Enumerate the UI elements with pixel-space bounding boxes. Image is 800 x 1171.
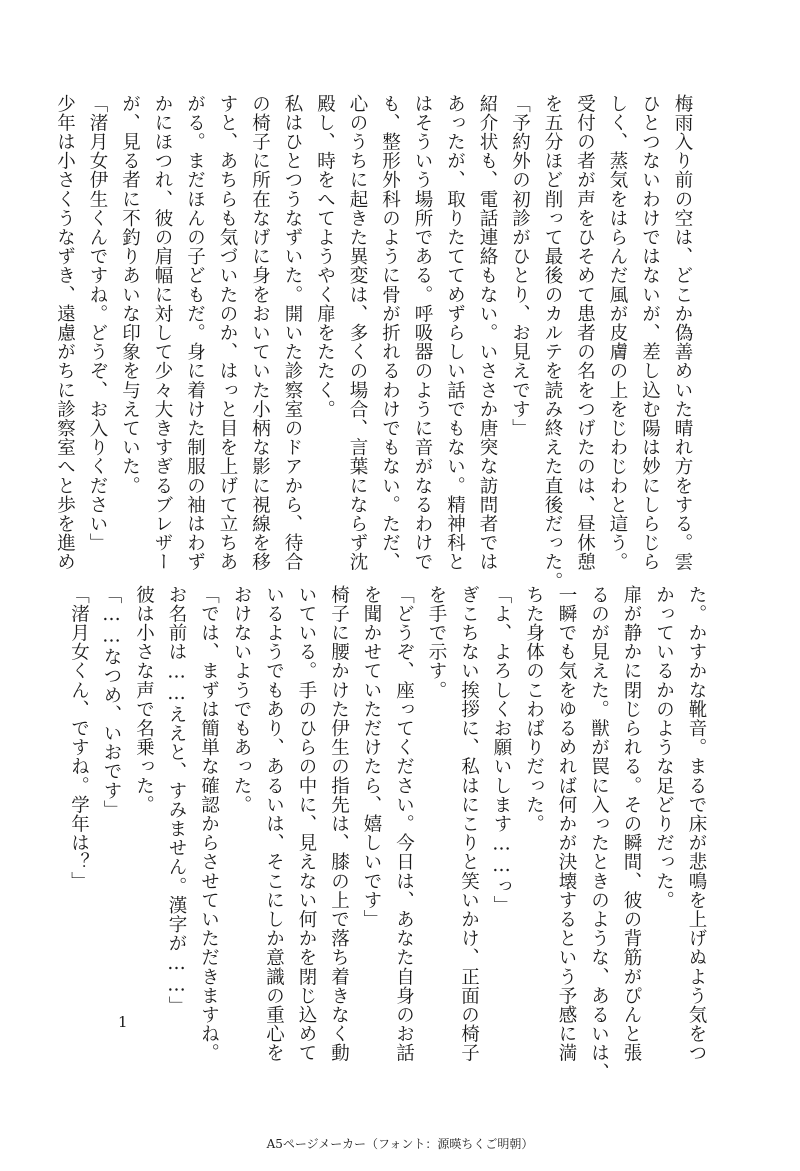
- text-line: を聞かせていただけたら、嬉しいです」: [361, 585, 382, 929]
- text-line: 一瞬でも気をゆるめれば何かが決壊するという予感に満: [556, 585, 577, 1063]
- text-line: の椅子に所在なげに身をおいていた小柄な影に視線を移: [249, 94, 271, 572]
- upper-text-block: [48, 94, 698, 591]
- text-line: 殿し、時をへてようやく扉をたたく。: [314, 94, 336, 419]
- text-line: 「渚月女くん、ですね。学年は？」: [68, 585, 90, 891]
- text-line: ひとつないわけではないが、差し込む陽は妙にしらじら: [639, 94, 661, 572]
- text-line: るのが見えた。獣が罠に入ったときのような、あるいは、: [588, 585, 610, 1082]
- text-line: ぎこちない挨拶に、私はにこりと笑いかけ、正面の椅子: [458, 585, 480, 1063]
- text-line: 扉が静かに閉じられる。その瞬間、彼の背筋がぴんと張: [621, 585, 642, 1063]
- text-line: た。かすかな靴音。まるで床が悲鳴を上げぬよう気をつ: [686, 585, 707, 1063]
- text-line: おけないようでもあった。: [231, 585, 252, 815]
- text-line: 「予約外の初診がひとり、お見えです」: [509, 94, 531, 438]
- text-line: 「どうぞ、座ってください。今日は、あなた自身のお話: [393, 585, 415, 1063]
- text-line: お名前は……ええと、すみません。漢字が……」: [166, 585, 187, 1016]
- lower-text-block: [62, 585, 712, 1082]
- text-line: 受付の者が声をひそめて患者の名をつげたのは、昼休憩: [574, 94, 596, 572]
- text-line: かっているかのような足どりだった。: [653, 585, 675, 910]
- text-line: 心のうちに起きた異変は、多くの場合、言葉にならず沈: [347, 94, 368, 572]
- text-line: かにほつれ、彼の肩幅に対して少々大きすぎるブレザー: [152, 94, 173, 572]
- text-line: いている。手のひらの中に、見えない何かを閉じ込めて: [296, 585, 317, 1063]
- text-line: を五分ほど削って最後のカルテを読み終えた直後だった。: [542, 94, 563, 591]
- text-line: 紹介状も、電話連絡もない。いささか唐突な訪問者では: [477, 94, 498, 572]
- text-line: も、整形外科のように骨が折れるわけでもない。ただ、: [379, 94, 401, 572]
- text-line: いるようでもあり、あるいは、そこにしか意識の重心を: [263, 585, 285, 1063]
- text-line: が、見る者に不釣りあいな印象を与えていた。: [119, 94, 141, 496]
- text-line: ちた身体のこわばりだった。: [523, 585, 545, 834]
- text-line: 梅雨入り前の空は、どこか偽善めいた晴れ方をする。雲: [672, 94, 693, 572]
- text-line: がる。まだほんの子どもだ。身に着けた制服の袖はわず: [184, 94, 206, 572]
- page-number: 1: [118, 1013, 128, 1031]
- text-line: はそういう場所である。呼吸器のように音がなるわけで: [412, 94, 433, 572]
- text-line: 「では、まずは簡単な確認からさせていただきますね。: [198, 585, 220, 1063]
- text-line: 椅子に腰かけた伊生の指先は、膝の上で落ち着きなく動: [328, 585, 350, 1063]
- text-line: 彼は小さな声で名乗った。: [133, 585, 155, 815]
- text-line: すと、あちらも気づいたのか、はっと目を上げて立ちあ: [217, 94, 238, 572]
- text-line: 私はひとつうなずいた。開いた診察室のドアから、待合: [282, 94, 303, 572]
- text-line: 「渚月女伊生くんですね。どうぞ、お入りください」: [87, 94, 108, 553]
- text-line: 「……なつめ、いおです」: [101, 585, 122, 820]
- text-line: 少年は小さくうなずき、遠慮がちに診察室へと歩を進め: [54, 94, 76, 572]
- footer-credit: A5ページメーカー（フォント：源暎ちくご明朝）: [266, 1137, 534, 1151]
- text-line: しく、蒸気をはらんだ風が皮膚の上をじわじわと這う。: [607, 94, 628, 572]
- text-line: を手で示す。: [426, 585, 447, 700]
- text-line: あったが、取りたててめずらしい話でもない。精神科と: [444, 94, 466, 572]
- text-line: 「よ、よろしくお願いします……っ」: [491, 585, 512, 915]
